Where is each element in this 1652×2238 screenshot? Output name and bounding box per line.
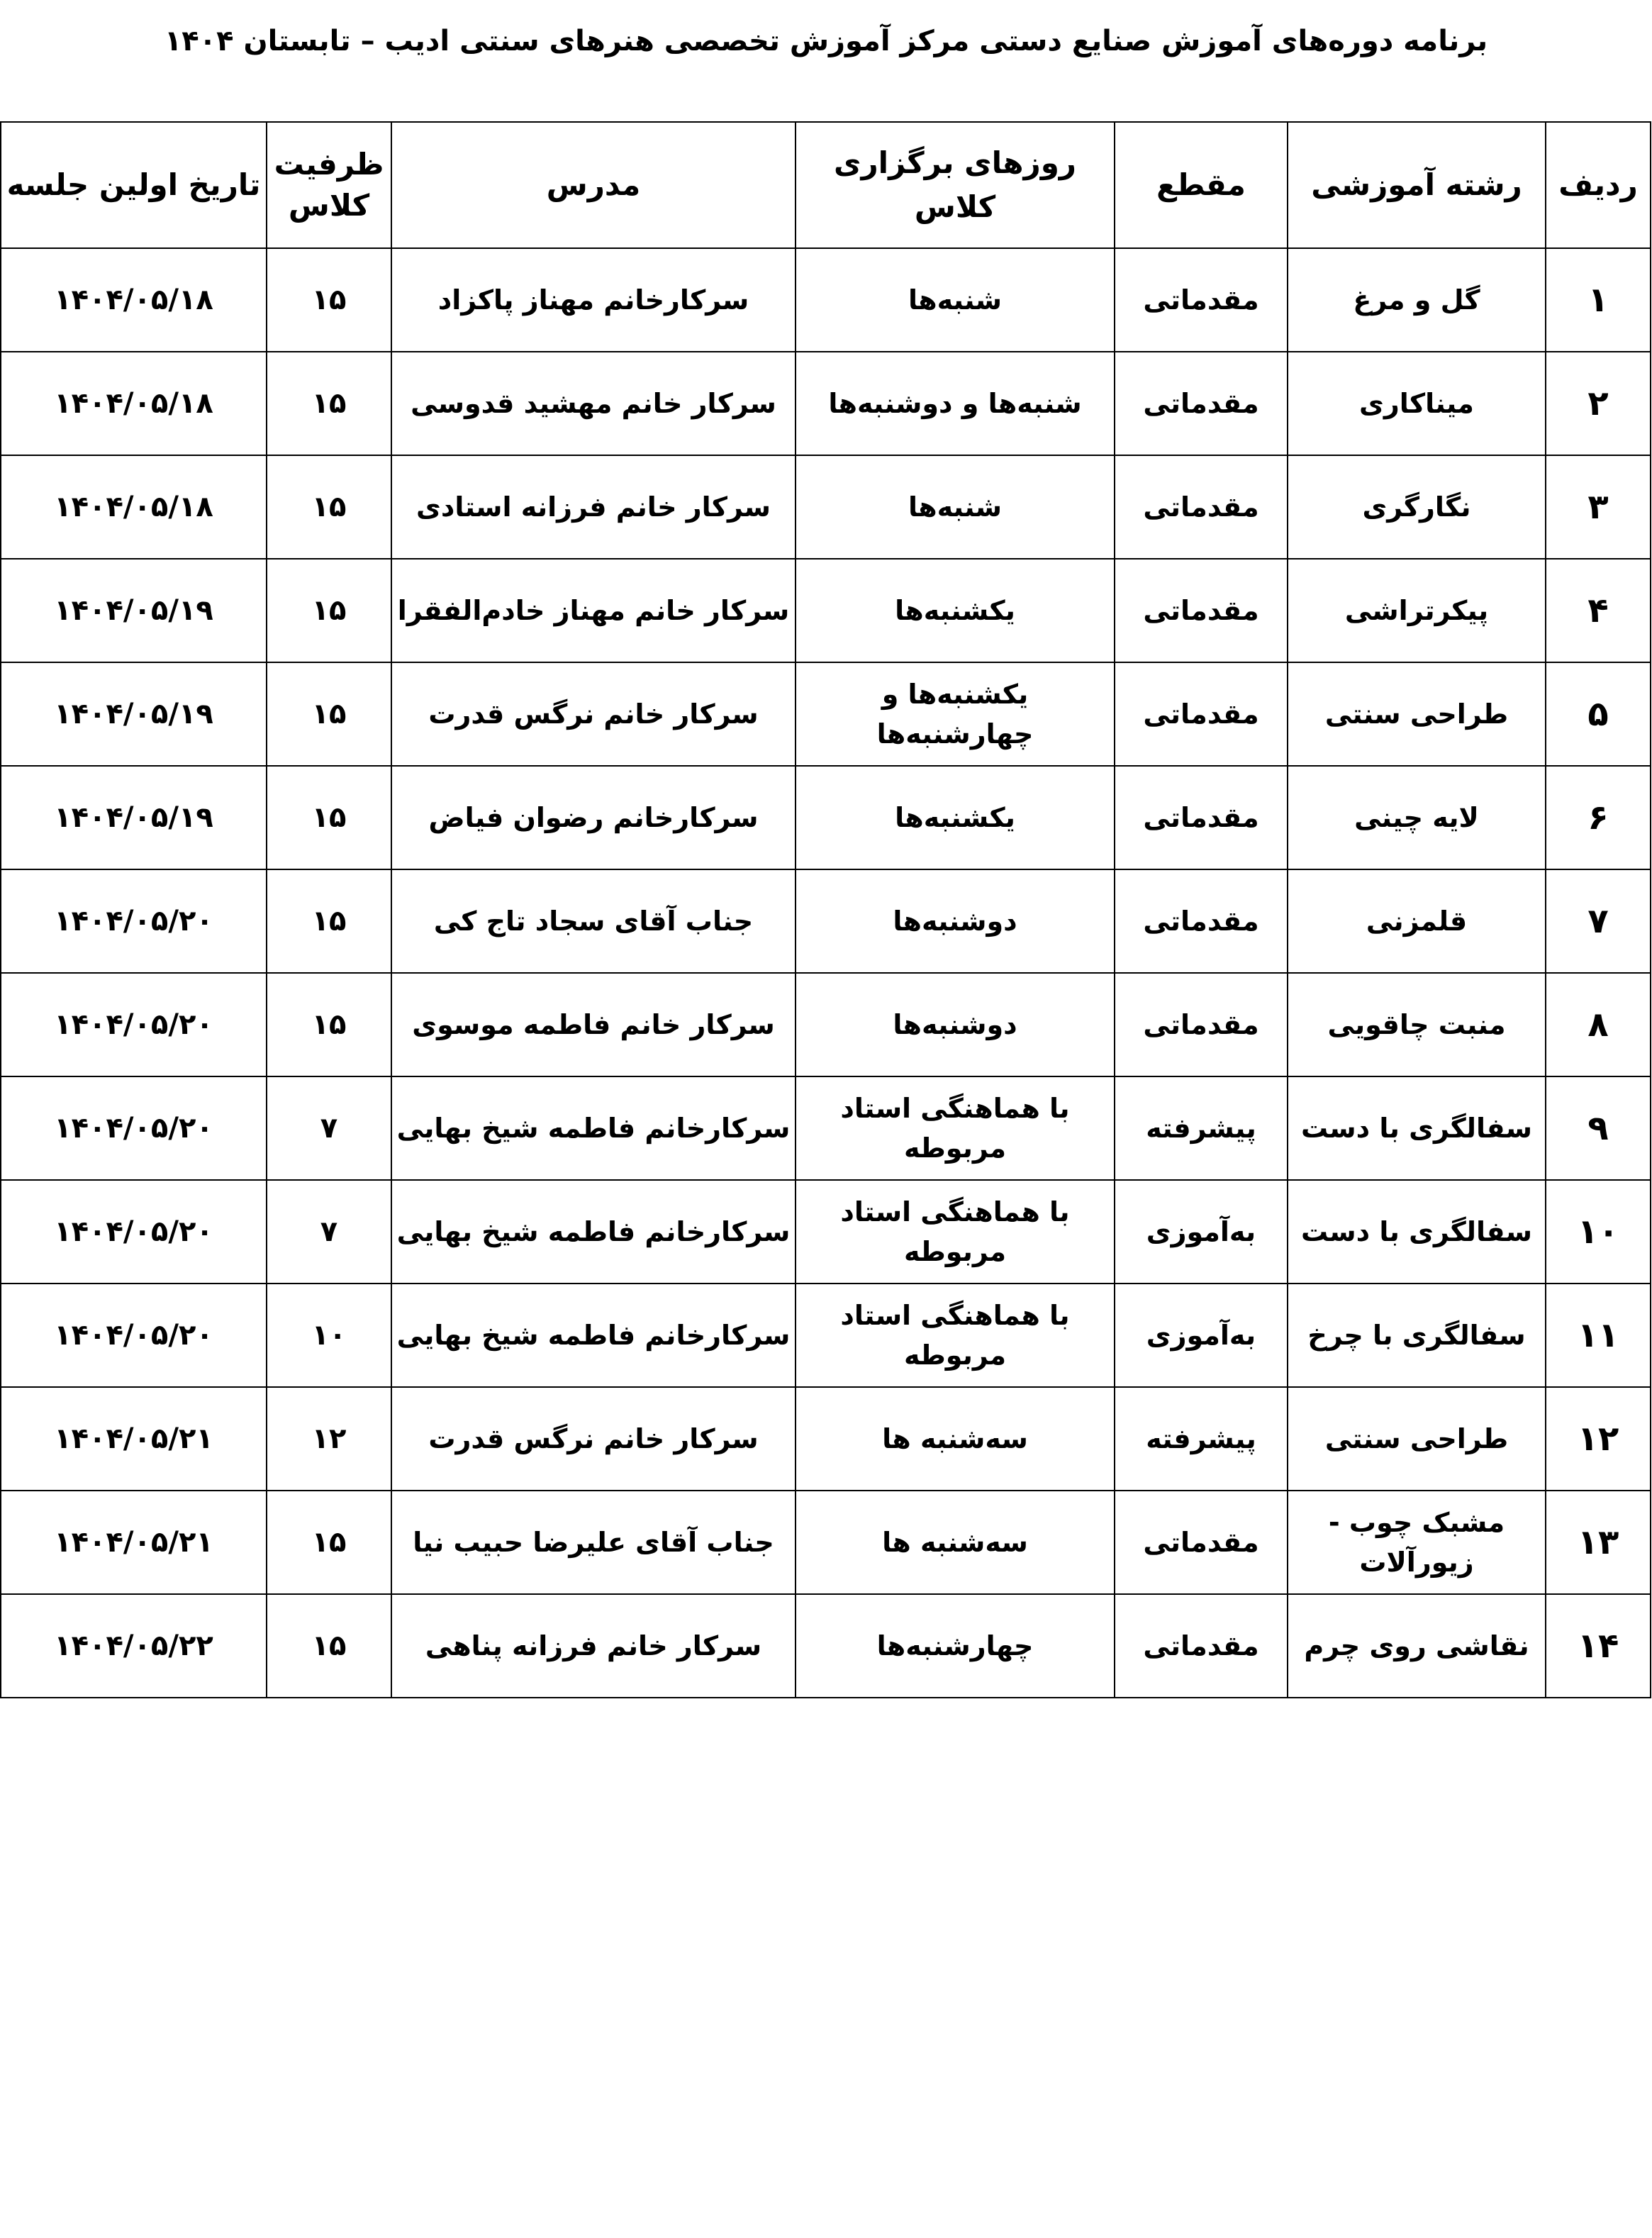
cell-row-number: ۱۱ [1546,1284,1651,1387]
cell-days: با هماهنگی استاد مربوطه [796,1284,1115,1387]
cell-level: مقدماتی [1115,869,1288,973]
cell-level: مقدماتی [1115,352,1288,455]
cell-row-number: ۵ [1546,662,1651,766]
cell-first-session: ۱۴۰۴/۰۵/۱۸ [1,248,267,352]
cell-capacity: ۱۵ [267,352,391,455]
cell-first-session: ۱۴۰۴/۰۵/۲۰ [1,1284,267,1387]
cell-first-session: ۱۴۰۴/۰۵/۲۰ [1,1180,267,1284]
cell-days: سه‌شنبه ها [796,1387,1115,1491]
cell-field: سفالگری با چرخ [1288,1284,1546,1387]
cell-field: لایه چینی [1288,766,1546,869]
cell-days: یکشنبه‌ها [796,559,1115,662]
cell-level: مقدماتی [1115,973,1288,1076]
cell-field: سفالگری با دست [1288,1076,1546,1180]
cell-first-session: ۱۴۰۴/۰۵/۲۲ [1,1594,267,1698]
cell-instructor: سرکارخانم فاطمه شیخ بهایی [391,1284,796,1387]
cell-days: دوشنبه‌ها [796,973,1115,1076]
table-row [1,766,1651,869]
cell-field: سفالگری با دست [1288,1180,1546,1284]
cell-instructor: سرکار خانم فرزانه استادی [391,455,796,559]
cell-level: به‌آموزی [1115,1284,1288,1387]
cell-field: قلمزنی [1288,869,1546,973]
cell-first-session: ۱۴۰۴/۰۵/۱۹ [1,559,267,662]
cell-row-number: ۷ [1546,869,1651,973]
table-row [1,559,1651,662]
cell-row-number: ۲ [1546,352,1651,455]
header-level: مقطع [1115,122,1288,248]
cell-capacity: ۱۵ [267,973,391,1076]
cell-level: مقدماتی [1115,1594,1288,1698]
cell-days: شنبه‌ها [796,248,1115,352]
cell-first-session: ۱۴۰۴/۰۵/۱۹ [1,662,267,766]
header-row-number: ردیف [1546,122,1651,248]
cell-field: مشبک چوب - زیورآلات [1288,1491,1546,1594]
cell-row-number: ۴ [1546,559,1651,662]
table-header [1,122,1651,248]
cell-row-number: ۳ [1546,455,1651,559]
cell-row-number: ۶ [1546,766,1651,869]
cell-instructor: سرکار خانم نرگس قدرت [391,662,796,766]
cell-field: پیکرتراشی [1288,559,1546,662]
cell-row-number: ۹ [1546,1076,1651,1180]
cell-field: نقاشی روی چرم [1288,1594,1546,1698]
cell-row-number: ۱۳ [1546,1491,1651,1594]
cell-row-number: ۱۲ [1546,1387,1651,1491]
table-row [1,1594,1651,1698]
cell-instructor: جناب آقای علیرضا حبیب نیا [391,1491,796,1594]
cell-capacity: ۱۰ [267,1284,391,1387]
cell-days: چهارشنبه‌ها [796,1594,1115,1698]
header-days: روزهای برگزاری کلاس [796,122,1115,248]
cell-instructor: سرکار خانم فرزانه پناهی [391,1594,796,1698]
cell-capacity: ۱۵ [267,662,391,766]
cell-capacity: ۱۵ [267,559,391,662]
cell-instructor: سرکارخانم فاطمه شیخ بهایی [391,1076,796,1180]
cell-row-number: ۱۴ [1546,1594,1651,1698]
header-instructor: مدرس [391,122,796,248]
cell-first-session: ۱۴۰۴/۰۵/۲۱ [1,1491,267,1594]
table-row [1,352,1651,455]
cell-first-session: ۱۴۰۴/۰۵/۱۸ [1,455,267,559]
table-row [1,662,1651,766]
cell-days: شنبه‌ها [796,455,1115,559]
cell-days: با هماهنگی استاد مربوطه [796,1180,1115,1284]
cell-instructor: سرکار خانم مهناز خادم‌الفقرا [391,559,796,662]
cell-level: مقدماتی [1115,662,1288,766]
cell-instructor: سرکارخانم رضوان فیاض [391,766,796,869]
cell-days: سه‌شنبه ها [796,1491,1115,1594]
cell-capacity: ۱۵ [267,1594,391,1698]
cell-instructor: سرکار خانم نرگس قدرت [391,1387,796,1491]
cell-capacity: ۱۲ [267,1387,391,1491]
table-row [1,1491,1651,1594]
cell-level: پیشرفته [1115,1387,1288,1491]
table-row [1,248,1651,352]
table-row [1,973,1651,1076]
table-row [1,1387,1651,1491]
course-schedule-table [0,121,1651,1698]
cell-first-session: ۱۴۰۴/۰۵/۲۰ [1,869,267,973]
cell-row-number: ۱ [1546,248,1651,352]
cell-instructor: سرکار خانم فاطمه موسوی [391,973,796,1076]
cell-level: مقدماتی [1115,248,1288,352]
cell-capacity: ۷ [267,1180,391,1284]
cell-level: به‌آموزی [1115,1180,1288,1284]
cell-field: منبت چاقویی [1288,973,1546,1076]
cell-capacity: ۷ [267,1076,391,1180]
cell-first-session: ۱۴۰۴/۰۵/۲۱ [1,1387,267,1491]
cell-row-number: ۸ [1546,973,1651,1076]
cell-days: دوشنبه‌ها [796,869,1115,973]
cell-days: یکشنبه‌ها [796,766,1115,869]
cell-capacity: ۱۵ [267,455,391,559]
cell-field: میناکاری [1288,352,1546,455]
cell-field: نگارگری [1288,455,1546,559]
cell-first-session: ۱۴۰۴/۰۵/۲۰ [1,1076,267,1180]
cell-instructor: سرکار خانم مهشید قدوسی [391,352,796,455]
cell-capacity: ۱۵ [267,1491,391,1594]
cell-level: پیشرفته [1115,1076,1288,1180]
table-row [1,455,1651,559]
table-body [1,248,1651,1698]
cell-first-session: ۱۴۰۴/۰۵/۱۸ [1,352,267,455]
cell-first-session: ۱۴۰۴/۰۵/۱۹ [1,766,267,869]
table-row [1,1076,1651,1180]
cell-instructor: سرکارخانم فاطمه شیخ بهایی [391,1180,796,1284]
header-field: رشته آموزشی [1288,122,1546,248]
header-row [1,122,1651,248]
cell-field: طراحی سنتی [1288,662,1546,766]
cell-days: یکشنبه‌ها و چهارشنبه‌ها [796,662,1115,766]
cell-field: طراحی سنتی [1288,1387,1546,1491]
page-title: برنامه دوره‌های آموزش صنایع دستی مرکز آموزش تخصصی هنرهای سنتی ادیب – تابستان ۱۴۰۴ [164,25,1488,57]
cell-instructor: جناب آقای سجاد تاج کی [391,869,796,973]
cell-first-session: ۱۴۰۴/۰۵/۲۰ [1,973,267,1076]
cell-field: گل و مرغ [1288,248,1546,352]
cell-level: مقدماتی [1115,455,1288,559]
table-row [1,1284,1651,1387]
cell-level: مقدماتی [1115,559,1288,662]
cell-days: با هماهنگی استاد مربوطه [796,1076,1115,1180]
cell-level: مقدماتی [1115,766,1288,869]
cell-level: مقدماتی [1115,1491,1288,1594]
cell-capacity: ۱۵ [267,869,391,973]
header-capacity: ظرفیت کلاس [267,122,391,248]
cell-days: شنبه‌ها و دوشنبه‌ها [796,352,1115,455]
cell-row-number: ۱۰ [1546,1180,1651,1284]
cell-capacity: ۱۵ [267,248,391,352]
cell-capacity: ۱۵ [267,766,391,869]
cell-instructor: سرکارخانم مهناز پاکزاد [391,248,796,352]
table-row [1,869,1651,973]
table-row [1,1180,1651,1284]
header-first-session: تاریخ اولین جلسه [1,122,267,248]
